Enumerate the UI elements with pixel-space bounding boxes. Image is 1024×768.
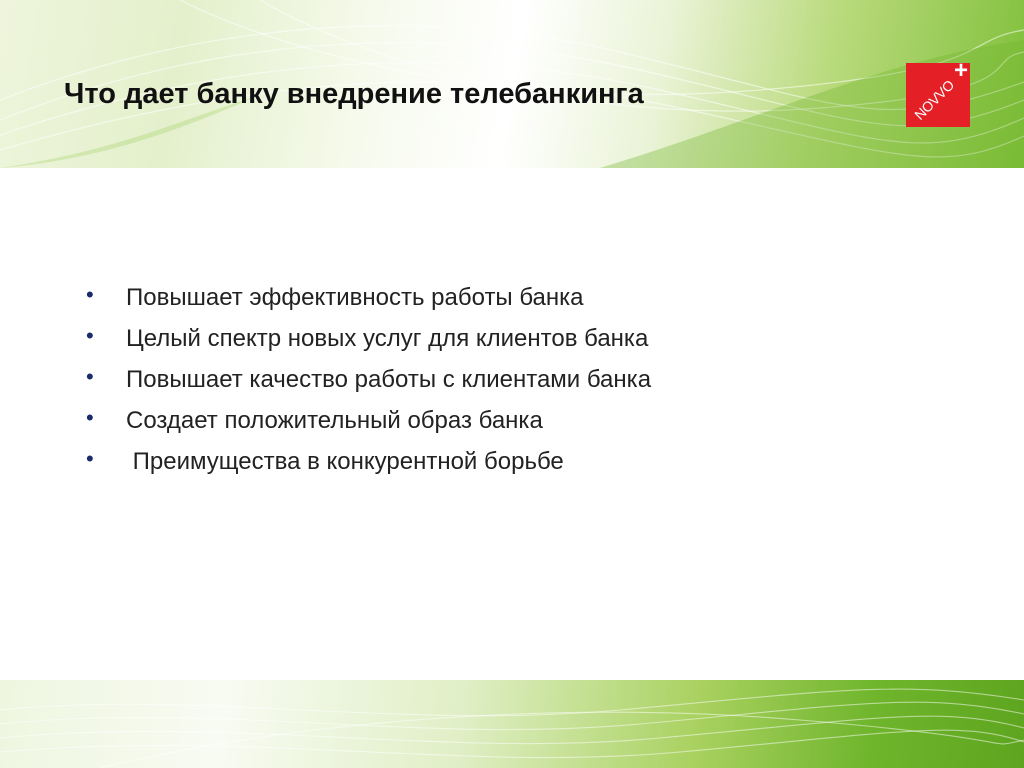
bullet-icon: • [86,364,94,389]
bullet-item [86,405,543,446]
slide-title: Что дает банку внедрение телебанкинга [64,78,644,110]
logo-text: NOVVO [911,76,958,123]
logo-plus-icon: + [953,63,968,84]
bullet-text: Создает положительный образ банка [126,407,543,434]
bullet-text: Повышает эффективность работы банка [126,284,584,311]
bullet-icon: • [86,323,94,348]
bullet-item [86,282,584,323]
novvo-logo [906,63,970,127]
bullet-item [86,323,649,364]
bullet-list [86,282,652,487]
bullet-text: Преимущества в конкурентной борьбе [126,448,564,475]
bullet-icon: • [86,282,94,307]
bullet-icon: • [86,446,94,471]
bullet-icon: • [86,405,94,430]
bullet-text: Повышает качество работы с клиентами банка [126,366,652,393]
bullet-item [86,364,652,405]
footer-decoration [0,680,1024,768]
footer-wave-lines [0,680,1024,768]
header-decoration [0,0,1024,168]
bullet-text: Целый спектр новых услуг для клиентов банка [126,325,649,352]
bullet-item [86,446,564,487]
